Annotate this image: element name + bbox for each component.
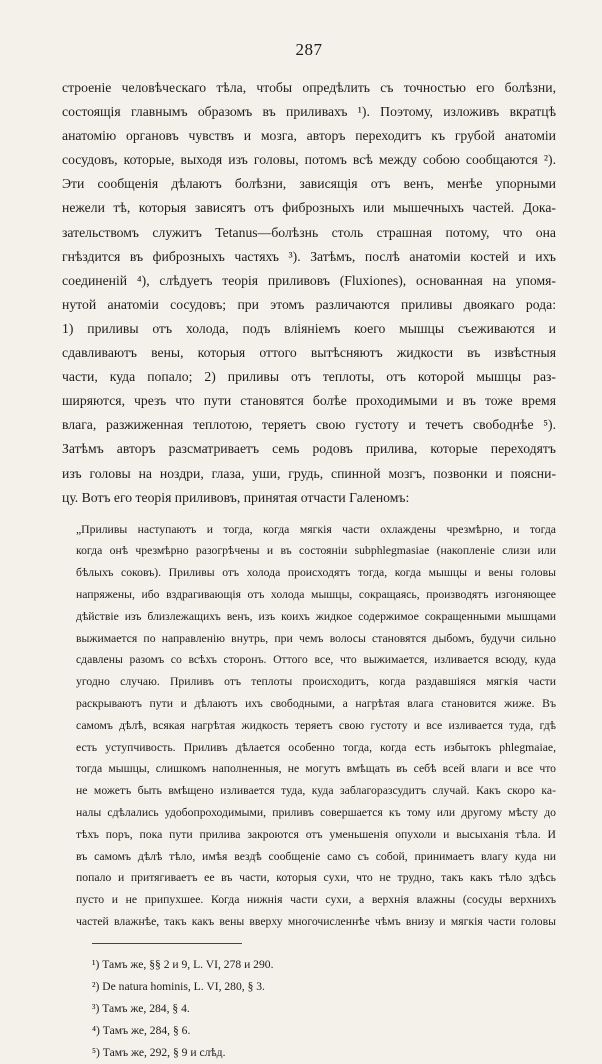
quote-line: когда онѣ чрезмѣрно разогрѣчены и въ состояніи subphlegmasiae (накопленіе слизи или	[76, 544, 556, 558]
text-line: гнѣздится въ фиброзныхъ частяхъ ³). Затѣмъ, послѣ анатоміи костей и ихъ	[62, 248, 556, 264]
text-line: изъ головы на ноздри, глаза, уши, грудь, спинной мозгъ, позвонки и поясни-	[62, 465, 556, 481]
text-line: Затѣмъ авторъ разсматриваетъ семь родовъ прилива, которые переходятъ	[62, 441, 556, 457]
text-line: цу. Вотъ его теорія приливовъ, принятая отчасти Галеномъ:	[62, 489, 410, 505]
quote-line: самомъ дѣлѣ, всякая нагрѣтая жидкость теряетъ свою густоту и все изливается туда, гдѣ	[76, 718, 556, 732]
quote-line: напряжены, ибо вздрагивающія отъ холода мышцы, сокращаясь, производятъ изгоняющее	[76, 588, 556, 602]
footnote: ²) De natura hominis, L. VI, 280, § 3.	[92, 979, 265, 993]
footnotes	[92, 954, 556, 1064]
quote-line: попало и притягиваетъ ее въ части, которыя сухи, что не трудно, такъ какъ тѣло здѣсь	[76, 871, 556, 885]
quote-line: есть уступчивость. Приливъ дѣлается особенно тогда, когда есть избытокъ phlegmaiae,	[76, 740, 556, 754]
text-line: влага, разжиженная теплотою, теряетъ свою густоту и течетъ свободнѣе ⁵).	[62, 417, 556, 433]
text-line: 1) приливы отъ холода, подъ вліяніемъ коего мышцы съеживаются и	[62, 320, 556, 336]
quote-line: частей влажнѣе, такъ какъ вены вверху многочисленнѣе чѣмъ внизу и мягкія части головы	[76, 915, 556, 929]
text-line: нежели тѣ, которыя зависятъ отъ фиброзныхъ или мышечныхъ частей. Дока-	[62, 200, 556, 216]
quote-line: бѣлыхъ соковъ). Приливы отъ холода происходятъ тогда, когда мышцы и вены головы	[76, 566, 556, 580]
text-line: нутой анатоміи сосудовъ; при этомъ различаются приливы двоякаго рода:	[62, 296, 556, 312]
quote-line: раскрываютъ пути и дѣлаютъ ихъ свободными, а нагрѣтая влага становится жиже. Въ	[76, 697, 556, 711]
quote-line: дѣйствіе изъ близлежащихъ венъ, изъ коихъ жидкое содержимое сокращенными мышцами	[76, 609, 556, 623]
text-line: зательствомъ служитъ Tetanus—болѣзнь столь страшная потому, что она	[62, 224, 556, 240]
footnote: ⁵) Тамъ же, 292, § 9 и слѣд.	[92, 1045, 226, 1059]
quote-line: выжимается по направленію внутрь, при чемъ волосы становятся дыбомъ, будучи сильно	[76, 631, 556, 645]
text-line: части, куда попало; 2) приливы отъ теплоты, отъ которой мышцы раз-	[62, 369, 556, 385]
quote-line: въ самомъ дѣлѣ тѣло, имѣя вездѣ сообщеніе само съ собой, принимаетъ влагу куда ни	[76, 849, 556, 863]
quote-line: угодно случаю. Приливъ отъ теплоты происходитъ, когда раздавшіяся мягкія части	[76, 675, 556, 689]
quote-line: пусто и не припухшее. Когда нижнія части сухи, а верхнія влажны (сосуды верхнихъ	[76, 893, 556, 907]
text-line: ширяются, чрезъ что пути становятся болѣе проходимыми и въ тоже время	[62, 393, 556, 409]
page-number: 287	[295, 40, 323, 59]
footnote: ⁴) Тамъ же, 284, § 6.	[92, 1023, 191, 1037]
main-text	[62, 76, 556, 510]
footnote: ³) Тамъ же, 284, § 4.	[92, 1001, 190, 1015]
quote-line: „Приливы наступаютъ и тогда, когда мягкія части охлаждены чрезмѣрно, и тогда	[76, 522, 556, 536]
text-line: сдавливаютъ вены, которыя оттого вытѣсняютъ жидкости въ извѣстныя	[62, 345, 556, 361]
quote-line: тогда мышцы, слишкомъ наполненныя, не могутъ вмѣщать въ себѣ всей влаги и все что	[76, 762, 556, 776]
text-line: строеніе человѣческаго тѣла, чтобы опредѣлить съ точностью его болѣзни,	[62, 80, 556, 95]
text-line: анатомію органовъ чувствъ и мозга, авторъ переходитъ къ грубой анатоміи	[62, 128, 556, 144]
quote-line: тѣхъ поръ, пока пути прилива закроются отъ уменьшенія опухоли и высыханія тѣла. И	[76, 827, 556, 841]
footnote: ¹) Тамъ же, §§ 2 и 9, L. VI, 278 и 290.	[92, 957, 274, 971]
text-line: состоящія главнымъ образомъ въ приливахъ ¹). Поэтому, изложивъ вкратцѣ	[62, 104, 556, 120]
text-line: сосудовъ, которые, выходя изъ головы, потомъ всѣ между собою сообщаются ²).	[62, 152, 556, 168]
quote-line: не можетъ быть вмѣщено изливается туда, куда заблагоразсудитъ случай. Какъ скоро ка-	[76, 784, 556, 798]
quote-line: налы сдѣлались удобопроходимыми, приливъ совершается къ тому или другому мѣсту до	[76, 806, 556, 820]
footnote-divider	[92, 943, 242, 944]
quote-line: сдавлены разомъ со всѣхъ сторонъ. Оттого все, что выжимается, изливается всюду, куда	[76, 653, 556, 667]
quotation-block	[76, 519, 556, 933]
text-line: соединеній ⁴), слѣдуетъ теорія приливовъ (Fluxiones), основанная на упомя-	[62, 272, 556, 288]
text-line: Эти сообщенія дѣлаютъ болѣзни, зависящія отъ венъ, менѣе упорными	[62, 176, 556, 192]
